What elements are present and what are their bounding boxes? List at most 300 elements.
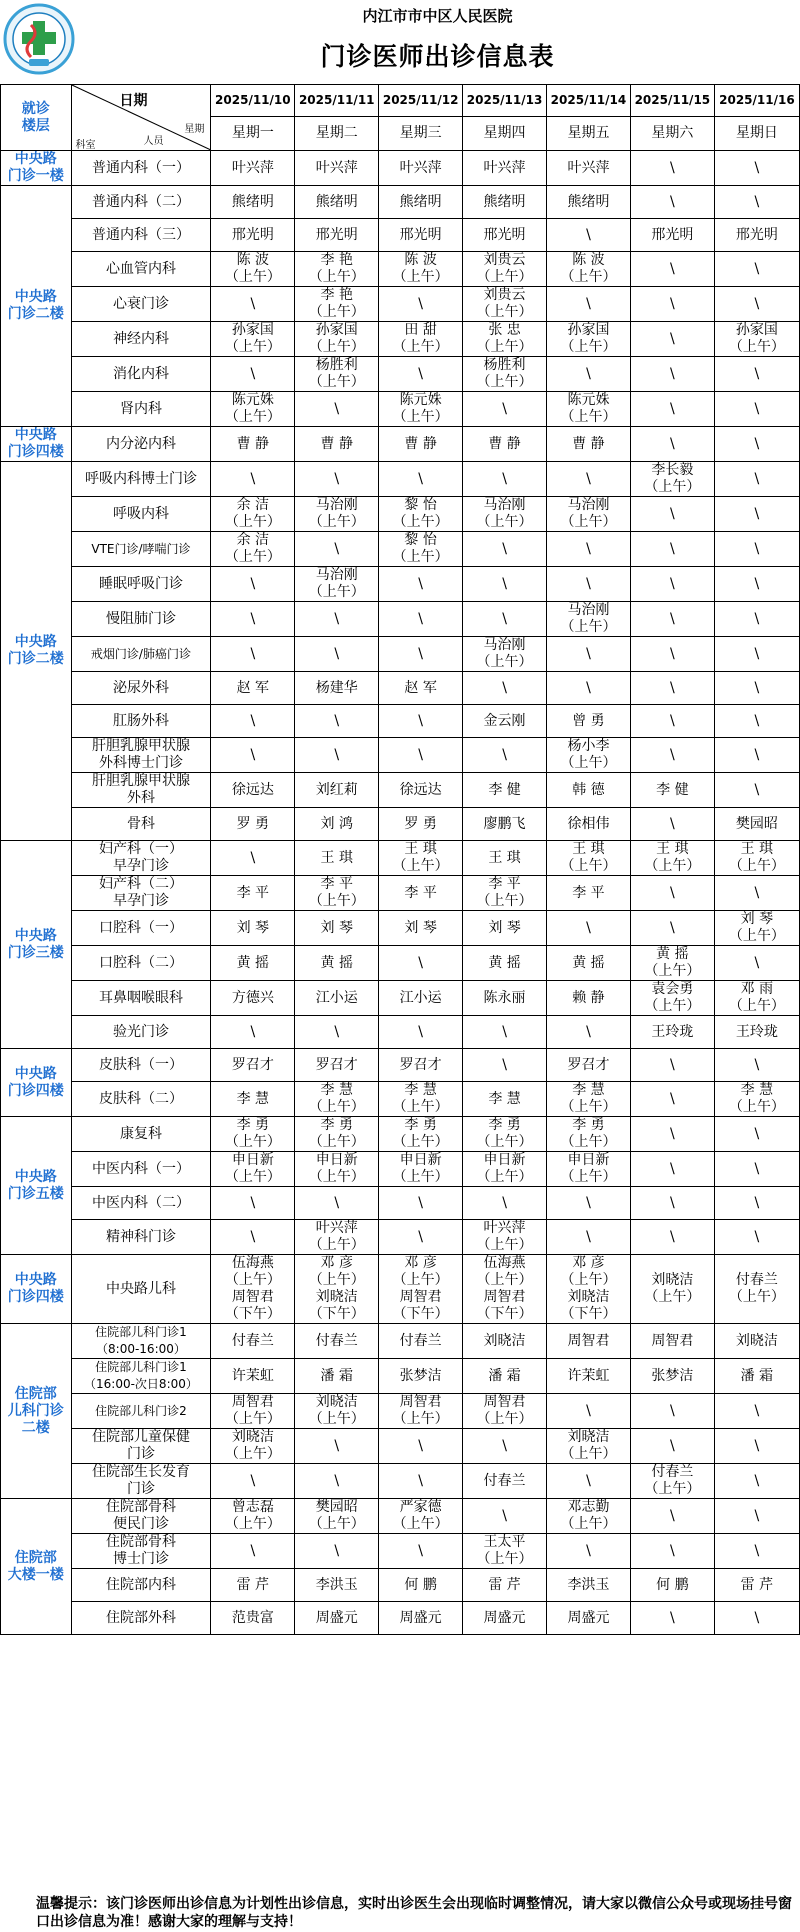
doctor-cell: 申日新 （上午） (295, 1152, 379, 1187)
doctor-cell: \ (714, 151, 799, 186)
doctor-cell: 曾志磊 （上午） (211, 1499, 295, 1534)
doctor-cell: 叶兴萍 (463, 151, 547, 186)
doctor-cell: 韩 德 (547, 773, 631, 808)
doctor-cell: \ (295, 1187, 379, 1220)
doctor-cell: 李 勇 （上午） (295, 1117, 379, 1152)
department-name: 慢阻肺门诊 (71, 602, 211, 637)
doctor-cell: \ (463, 1499, 547, 1534)
doctor-cell: 李长毅 （上午） (630, 462, 714, 497)
doctor-cell: 周智君 (547, 1324, 631, 1359)
doctor-cell: 刘 鸿 (295, 808, 379, 841)
department-name: 精神科门诊 (71, 1220, 211, 1255)
doctor-cell: 付春兰 （上午） (630, 1464, 714, 1499)
doctor-cell: \ (630, 1152, 714, 1187)
floor-label: 中央路 门诊四楼 (1, 1049, 72, 1117)
department-name: 普通内科（一） (71, 151, 211, 186)
doctor-cell: 申日新 （上午） (211, 1152, 295, 1187)
department-name: 验光门诊 (71, 1016, 211, 1049)
table-row (1, 392, 800, 427)
doctor-cell: \ (547, 462, 631, 497)
weekday-header: 星期三 (379, 117, 463, 151)
doctor-cell: 黄 摇 (211, 946, 295, 981)
doctor-cell: \ (211, 1187, 295, 1220)
doctor-cell: 刘 琴 (463, 911, 547, 946)
table-row (1, 252, 800, 287)
doctor-cell: \ (630, 808, 714, 841)
department-name: 住院部儿科门诊1 （8:00-16:00） (71, 1324, 211, 1359)
doctor-cell: \ (714, 287, 799, 322)
doctor-cell: \ (714, 567, 799, 602)
table-row (1, 219, 800, 252)
doctor-cell: 何 鹏 (379, 1569, 463, 1602)
doctor-cell: \ (547, 1534, 631, 1569)
doctor-cell: 李 慧 （上午） (714, 1082, 799, 1117)
department-name: 耳鼻咽喉眼科 (71, 981, 211, 1016)
table-row (1, 1394, 800, 1429)
doctor-cell: \ (463, 392, 547, 427)
doctor-cell: \ (714, 738, 799, 773)
doctor-cell: 马治刚 （上午） (295, 497, 379, 532)
doctor-cell: 刘晓洁 (714, 1324, 799, 1359)
department-name: 中医内科（二） (71, 1187, 211, 1220)
doctor-cell: \ (714, 1464, 799, 1499)
floor-label: 中央路 门诊二楼 (1, 186, 72, 427)
weekday-header: 星期六 (630, 117, 714, 151)
doctor-cell: \ (379, 738, 463, 773)
doctor-cell: 邓 彦 （上午） 周智君 （下午） (379, 1255, 463, 1324)
table-row (1, 567, 800, 602)
department-name: 妇产科（一） 早孕门诊 (71, 841, 211, 876)
doctor-cell: 叶兴萍 （上午） (295, 1220, 379, 1255)
doctor-cell: 熊绪明 (379, 186, 463, 219)
doctor-cell: 余 洁 （上午） (211, 497, 295, 532)
doctor-cell: 何 鹏 (630, 1569, 714, 1602)
department-name: 泌尿外科 (71, 672, 211, 705)
doctor-cell: 叶兴萍 (295, 151, 379, 186)
doctor-cell: 黄 摇 (463, 946, 547, 981)
doctor-cell: 范贵富 (211, 1602, 295, 1635)
table-row (1, 1602, 800, 1635)
doctor-cell: 许茉虹 (547, 1359, 631, 1394)
department-name: 康复科 (71, 1117, 211, 1152)
doctor-cell: \ (295, 1016, 379, 1049)
doctor-cell: 赵 军 (211, 672, 295, 705)
doctor-cell: 李 健 (463, 773, 547, 808)
doctor-cell: 徐相伟 (547, 808, 631, 841)
doctor-cell: 陈 波 （上午） (547, 252, 631, 287)
doctor-cell: 王 琪 (463, 841, 547, 876)
doctor-cell: 李 慧 （上午） (547, 1082, 631, 1117)
department-name: 呼吸内科 (71, 497, 211, 532)
doctor-cell: 李 慧 （上午） (295, 1082, 379, 1117)
doctor-cell: 叶兴萍 （上午） (463, 1220, 547, 1255)
staff-corner-label: 人员 (143, 136, 164, 147)
doctor-cell: 熊绪明 (211, 186, 295, 219)
doctor-cell: \ (463, 738, 547, 773)
doctor-cell: 黄 摇 (295, 946, 379, 981)
doctor-cell: \ (463, 532, 547, 567)
doctor-cell: 王 琪 （上午） (714, 841, 799, 876)
department-name: 住院部骨科 便民门诊 (71, 1499, 211, 1534)
doctor-cell: 邓 彦 （上午） 刘晓洁 （下午） (295, 1255, 379, 1324)
doctor-cell: \ (714, 186, 799, 219)
doctor-cell: \ (211, 1016, 295, 1049)
doctor-cell: \ (630, 497, 714, 532)
weekday-header: 星期日 (714, 117, 799, 151)
doctor-cell: 袁会勇 （上午） (630, 981, 714, 1016)
doctor-cell: \ (630, 911, 714, 946)
doctor-cell: 孙家国 （上午） (547, 322, 631, 357)
weekday-header: 星期二 (295, 117, 379, 151)
doctor-cell: \ (630, 186, 714, 219)
doctor-cell: 杨胜利 （上午） (295, 357, 379, 392)
department-name: 皮肤科（二） (71, 1082, 211, 1117)
doctor-cell: 邢光明 (295, 219, 379, 252)
doctor-cell: 付春兰 （上午） (714, 1255, 799, 1324)
doctor-cell: \ (547, 219, 631, 252)
doctor-cell: 伍海燕 （上午） 周智君 （下午） (463, 1255, 547, 1324)
floor-header: 就诊 楼层 (1, 85, 72, 151)
doctor-cell: 刘 琴 (379, 911, 463, 946)
floor-label: 中央路 门诊四楼 (1, 1255, 72, 1324)
table-row (1, 1534, 800, 1569)
doctor-cell: \ (714, 1499, 799, 1534)
doctor-cell: \ (714, 1534, 799, 1569)
doctor-cell: \ (547, 532, 631, 567)
doctor-cell: \ (379, 1464, 463, 1499)
doctor-cell: \ (463, 567, 547, 602)
doctor-cell: \ (630, 705, 714, 738)
doctor-cell: \ (714, 946, 799, 981)
doctor-cell: \ (630, 1394, 714, 1429)
doctor-cell: \ (295, 637, 379, 672)
doctor-cell: \ (379, 1187, 463, 1220)
date-header: 2025/11/14 (547, 85, 631, 117)
doctor-cell: \ (463, 1016, 547, 1049)
floor-label: 中央路 门诊二楼 (1, 462, 72, 841)
department-name: 神经内科 (71, 322, 211, 357)
doctor-cell: \ (714, 876, 799, 911)
floor-label: 中央路 门诊三楼 (1, 841, 72, 1049)
doctor-cell: 廖鹏飞 (463, 808, 547, 841)
doctor-cell: 刘晓洁 （上午） (295, 1394, 379, 1429)
doctor-cell: 刘红莉 (295, 773, 379, 808)
table-row (1, 1016, 800, 1049)
doctor-cell: 马治刚 （上午） (295, 567, 379, 602)
doctor-cell: \ (630, 357, 714, 392)
department-name: 住院部儿科门诊2 (71, 1394, 211, 1429)
date-header: 2025/11/10 (211, 85, 295, 117)
weekday-header: 星期一 (211, 117, 295, 151)
doctor-cell: 李 平 (379, 876, 463, 911)
doctor-cell: 刘 琴 (211, 911, 295, 946)
department-name: 口腔科（二） (71, 946, 211, 981)
doctor-cell: \ (379, 637, 463, 672)
doctor-cell: 杨胜利 （上午） (463, 357, 547, 392)
table-row (1, 738, 800, 773)
doctor-cell: \ (211, 841, 295, 876)
doctor-cell: 周智君 (630, 1324, 714, 1359)
doctor-cell: 雷 芹 (714, 1569, 799, 1602)
doctor-cell: 王太平 （上午） (463, 1534, 547, 1569)
doctor-cell: \ (714, 1117, 799, 1152)
doctor-cell: \ (714, 392, 799, 427)
doctor-cell: \ (630, 602, 714, 637)
doctor-cell: \ (630, 1049, 714, 1082)
weekday-corner-label: 星期 (184, 124, 205, 135)
department-name: 肾内科 (71, 392, 211, 427)
doctor-cell: \ (379, 357, 463, 392)
department-name: 普通内科（三） (71, 219, 211, 252)
table-row (1, 322, 800, 357)
doctor-cell: 李洪玉 (295, 1569, 379, 1602)
doctor-cell: 李 艳 （上午） (295, 287, 379, 322)
doctor-cell: \ (295, 532, 379, 567)
department-name: 住院部外科 (71, 1602, 211, 1635)
doctor-cell: 李 慧 （上午） (379, 1082, 463, 1117)
doctor-cell: 孙家国 （上午） (714, 322, 799, 357)
dept-corner-label: 科室 (75, 140, 96, 151)
doctor-cell: 刘晓洁 （上午） (547, 1429, 631, 1464)
doctor-cell: 李 勇 （上午） (547, 1117, 631, 1152)
doctor-cell: \ (295, 1429, 379, 1464)
doctor-cell: \ (211, 462, 295, 497)
doctor-cell: \ (630, 1117, 714, 1152)
doctor-cell: 罗 勇 (379, 808, 463, 841)
doctor-cell: \ (295, 705, 379, 738)
doctor-cell: \ (379, 462, 463, 497)
table-row (1, 1187, 800, 1220)
department-name: 皮肤科（一） (71, 1049, 211, 1082)
doctor-cell: 罗召才 (211, 1049, 295, 1082)
department-name: 内分泌内科 (71, 427, 211, 462)
doctor-cell: \ (630, 151, 714, 186)
doctor-cell: \ (211, 738, 295, 773)
doctor-cell: 周盛元 (295, 1602, 379, 1635)
doctor-cell: \ (379, 1016, 463, 1049)
doctor-cell: 刘 琴 (295, 911, 379, 946)
doctor-cell: 李 艳 （上午） (295, 252, 379, 287)
department-name: 中央路儿科 (71, 1255, 211, 1324)
doctor-cell: 余 洁 （上午） (211, 532, 295, 567)
doctor-cell: \ (630, 1429, 714, 1464)
doctor-cell: 李 勇 （上午） (379, 1117, 463, 1152)
doctor-cell: 李 平 (211, 876, 295, 911)
doctor-cell: 周盛元 (463, 1602, 547, 1635)
doctor-cell: 黄 摇 (547, 946, 631, 981)
doctor-cell: 徐远达 (211, 773, 295, 808)
doctor-cell: \ (630, 532, 714, 567)
doctor-cell: 付春兰 (295, 1324, 379, 1359)
doctor-cell: 金云刚 (463, 705, 547, 738)
doctor-cell: 付春兰 (379, 1324, 463, 1359)
doctor-cell: \ (211, 567, 295, 602)
department-name: 睡眠呼吸门诊 (71, 567, 211, 602)
date-corner-label: 日期 (119, 93, 148, 109)
doctor-cell: 刘贵云 （上午） (463, 252, 547, 287)
doctor-cell: 申日新 （上午） (547, 1152, 631, 1187)
doctor-cell: \ (463, 1187, 547, 1220)
doctor-cell: 邢光明 (379, 219, 463, 252)
doctor-cell: 付春兰 (463, 1464, 547, 1499)
doctor-cell: 邓 彦 （上午） 刘晓洁 （下午） (547, 1255, 631, 1324)
doctor-cell: \ (379, 602, 463, 637)
department-name: 骨科 (71, 808, 211, 841)
doctor-cell: 刘 琴 （上午） (714, 911, 799, 946)
doctor-cell: 潘 霜 (714, 1359, 799, 1394)
table-row (1, 462, 800, 497)
doctor-cell: \ (463, 1049, 547, 1082)
doctor-cell: 张梦洁 (630, 1359, 714, 1394)
doctor-cell: \ (547, 1187, 631, 1220)
doctor-cell: \ (211, 1220, 295, 1255)
weekday-header: 星期四 (463, 117, 547, 151)
doctor-cell: \ (630, 1499, 714, 1534)
hospital-logo (3, 3, 75, 75)
hospital-name: 内江市市中区人民医院 (362, 7, 513, 25)
doctor-cell: \ (547, 357, 631, 392)
doctor-cell: 许茉虹 (211, 1359, 295, 1394)
table-row (1, 532, 800, 567)
doctor-cell: 邢光明 (211, 219, 295, 252)
doctor-cell: 王 琪 （上午） (379, 841, 463, 876)
doctor-cell: 曹 静 (295, 427, 379, 462)
doctor-cell: 邓志勤 （上午） (547, 1499, 631, 1534)
doctor-cell: 叶兴萍 (547, 151, 631, 186)
doctor-cell: 黄 摇 （上午） (630, 946, 714, 981)
doctor-cell: 马治刚 （上午） (463, 497, 547, 532)
doctor-cell: \ (714, 1152, 799, 1187)
table-row (1, 602, 800, 637)
doctor-cell: 曹 静 (211, 427, 295, 462)
department-name: 戒烟门诊/肺癌门诊 (71, 637, 211, 672)
doctor-cell: \ (463, 1429, 547, 1464)
doctor-cell: \ (547, 911, 631, 946)
date-header: 2025/11/13 (463, 85, 547, 117)
table-row (1, 672, 800, 705)
doctor-cell: 陈 波 （上午） (211, 252, 295, 287)
doctor-cell: 马治刚 （上午） (547, 602, 631, 637)
doctor-cell: \ (630, 738, 714, 773)
doctor-cell: 李 平 （上午） (463, 876, 547, 911)
department-name: 心衰门诊 (71, 287, 211, 322)
department-name: 住院部内科 (71, 1569, 211, 1602)
department-name: 住院部生长发育 门诊 (71, 1464, 211, 1499)
doctor-cell: 张梦洁 (379, 1359, 463, 1394)
doctor-cell: 黎 怡 （上午） (379, 532, 463, 567)
table-row (1, 1324, 800, 1359)
department-name: 住院部骨科 博士门诊 (71, 1534, 211, 1569)
doctor-cell: \ (547, 1464, 631, 1499)
doctor-cell: 孙家国 （上午） (295, 322, 379, 357)
doctor-cell: \ (630, 1534, 714, 1569)
doctor-cell: 罗召才 (547, 1049, 631, 1082)
doctor-cell: \ (379, 287, 463, 322)
doctor-cell: \ (547, 672, 631, 705)
doctor-cell: 徐远达 (379, 773, 463, 808)
doctor-cell: 李 勇 （上午） (211, 1117, 295, 1152)
doctor-cell: 罗召才 (295, 1049, 379, 1082)
doctor-cell: 熊绪明 (295, 186, 379, 219)
doctor-cell: \ (714, 1394, 799, 1429)
table-row (1, 637, 800, 672)
doctor-cell: 周智君 （上午） (379, 1394, 463, 1429)
doctor-cell: 刘贵云 （上午） (463, 287, 547, 322)
doctor-cell: \ (714, 637, 799, 672)
doctor-cell: 申日新 （上午） (379, 1152, 463, 1187)
doctor-cell: 曾 勇 (547, 705, 631, 738)
doctor-cell: 江小运 (379, 981, 463, 1016)
date-header: 2025/11/11 (295, 85, 379, 117)
doctor-cell: \ (630, 567, 714, 602)
department-name: 消化内科 (71, 357, 211, 392)
doctor-cell: 邢光明 (714, 219, 799, 252)
doctor-cell: \ (630, 876, 714, 911)
doctor-cell: 叶兴萍 (379, 151, 463, 186)
doctor-cell: \ (714, 427, 799, 462)
table-row (1, 1152, 800, 1187)
doctor-cell: \ (211, 602, 295, 637)
doctor-cell: 曹 静 (379, 427, 463, 462)
department-name: 中医内科（一） (71, 1152, 211, 1187)
doctor-cell: 江小运 (295, 981, 379, 1016)
doctor-cell: \ (547, 637, 631, 672)
doctor-cell: \ (714, 1602, 799, 1635)
doctor-cell: \ (295, 1464, 379, 1499)
table-row (1, 1464, 800, 1499)
doctor-cell: 陈永丽 (463, 981, 547, 1016)
table-row (1, 1359, 800, 1394)
doctor-cell: \ (211, 705, 295, 738)
doctor-cell: \ (714, 773, 799, 808)
doctor-cell: \ (630, 322, 714, 357)
doctor-cell: \ (547, 1394, 631, 1429)
doctor-cell: \ (630, 672, 714, 705)
doctor-cell: \ (630, 1602, 714, 1635)
doctor-cell: 张 忠 （上午） (463, 322, 547, 357)
doctor-cell: 邢光明 (630, 219, 714, 252)
doctor-cell: 严家德 （上午） (379, 1499, 463, 1534)
doctor-cell: 潘 霜 (295, 1359, 379, 1394)
doctor-cell: 李 勇 （上午） (463, 1117, 547, 1152)
doctor-cell: 罗召才 (379, 1049, 463, 1082)
doctor-cell: 李 慧 (463, 1082, 547, 1117)
doctor-cell: 孙家国 （上午） (211, 322, 295, 357)
doctor-cell: \ (630, 287, 714, 322)
doctor-cell: 杨小李 （上午） (547, 738, 631, 773)
department-name: 口腔科（一） (71, 911, 211, 946)
table-row (1, 1117, 800, 1152)
table-row (1, 981, 800, 1016)
doctor-cell: 王玲珑 (630, 1016, 714, 1049)
doctor-cell: 周智君 （上午） (463, 1394, 547, 1429)
table-row (1, 1569, 800, 1602)
doctor-cell: 黎 怡 （上午） (379, 497, 463, 532)
doctor-cell: \ (630, 252, 714, 287)
doctor-cell: 樊园昭 （上午） (295, 1499, 379, 1534)
table-row (1, 841, 800, 876)
doctor-cell: \ (630, 1082, 714, 1117)
doctor-cell: 陈 波 （上午） (379, 252, 463, 287)
doctor-cell: 周智君 （上午） (211, 1394, 295, 1429)
table-row (1, 1220, 800, 1255)
department-name: 心血管内科 (71, 252, 211, 287)
table-row (1, 497, 800, 532)
doctor-cell: 熊绪明 (547, 186, 631, 219)
department-name: VTE门诊/哮喘门诊 (71, 532, 211, 567)
table-row (1, 1499, 800, 1534)
doctor-cell: \ (714, 602, 799, 637)
